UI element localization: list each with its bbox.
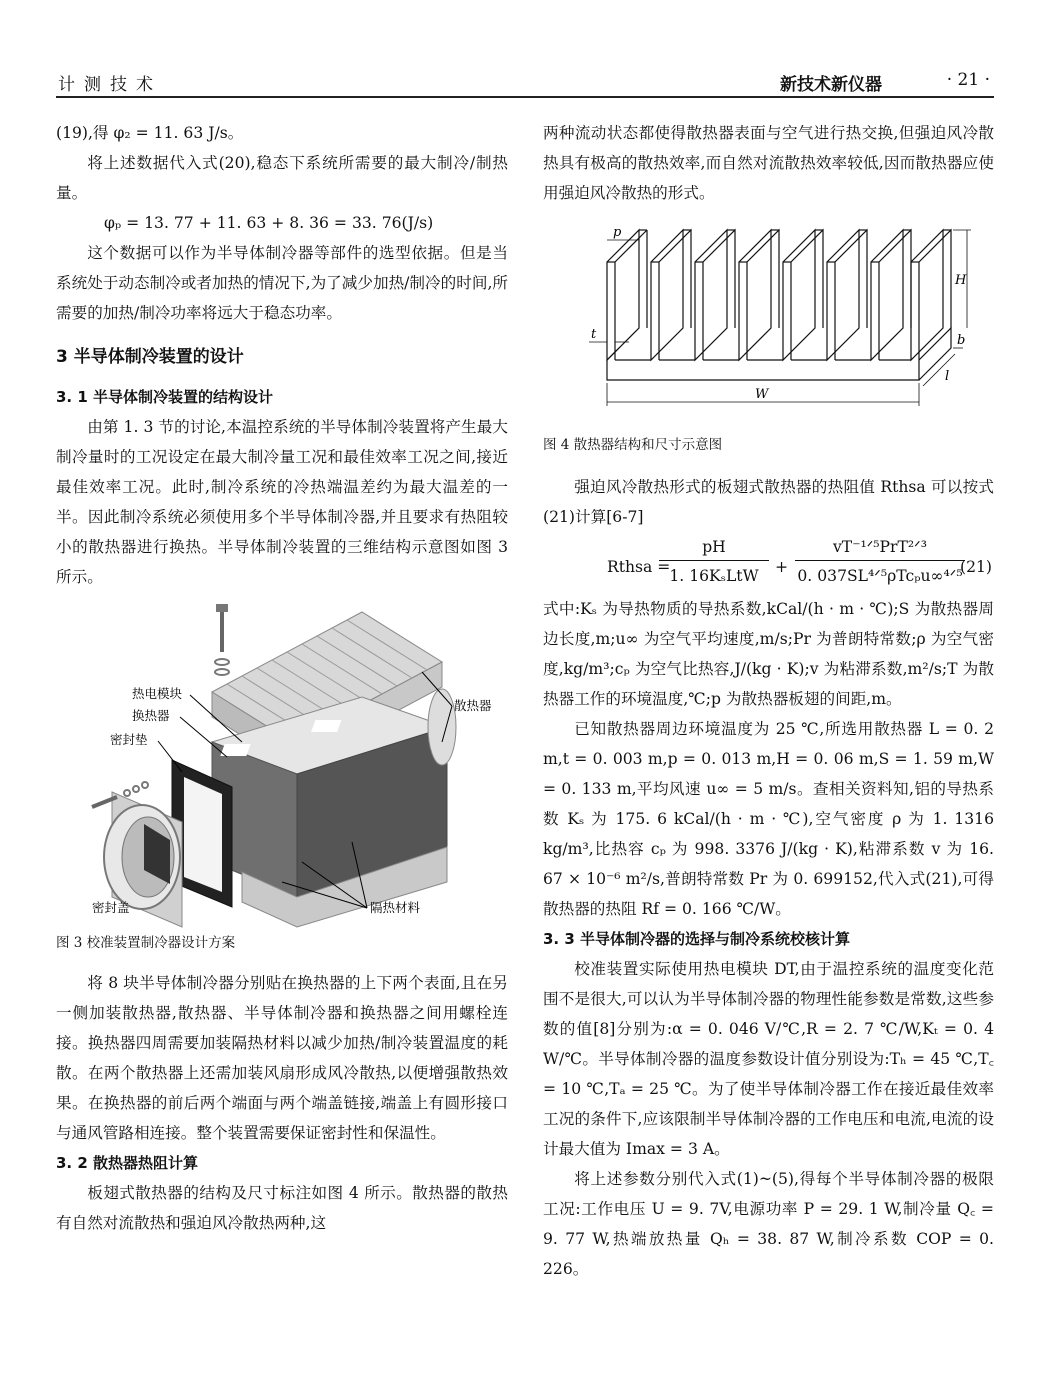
subsection-heading: 3. 2 散热器热阻计算 [56, 1154, 199, 1172]
plus-sign: + [775, 558, 789, 576]
subsection-heading: 3. 1 半导体制冷装置的结构设计 [56, 388, 274, 406]
paragraph: 由第 1. 3 节的讨论,本温控系统的半导体制冷装置将产生最大制冷量时的工况设定在最大制冷量工况和最佳效率工况之间,接近最佳效率工况。此时,制冷系统的冷热端温差约为最大温差的一半。因此制冷系统必须使用多个半导体制冷器,并且要求有热阻较小的散热器进行换热。半导体制冷装置的三维结构示意图如图 3 所示。 [56, 418, 508, 586]
dim-label-w: W [754, 387, 768, 402]
equation-lhs: Rthsa = [607, 558, 671, 576]
section-heading: 3 半导体制冷装置的设计 [56, 347, 244, 367]
dim-label-h: H [954, 273, 966, 288]
section-name: 新技术新仪器 [780, 75, 882, 95]
paragraph: 式中:Kₛ 为导热物质的导热系数,kCal/(h · m · ℃);S 为散热器周边长度,m;u∞ 为空气平均速度,m/s;Pr 为普朗特常数;ρ 为空气密度,kg/m³;cₚ 为空气比热容,J/(kg · K);v 为粘滞系数,m²/s;T 为散热器工作的环境温度,℃;p 为散热器板翅的间距,m。 [543, 600, 994, 708]
figure-3-device-diagram [62, 592, 502, 932]
right-column [543, 118, 994, 1284]
label-insulation: 隔热材料 [370, 900, 421, 915]
fraction-2-numerator: vT⁻¹ᐟ⁵PrT²ᐟ³ [833, 538, 927, 556]
fraction-1-numerator: pH [702, 538, 726, 556]
dim-label-l: l [944, 369, 949, 384]
figure-3-caption: 图 3 校准装置制冷器设计方案 [56, 935, 236, 951]
paragraph: 将 8 块半导体制冷器分别贴在换热器的上下两个表面,且在另一侧加装散热器,散热器、半导体制冷器和换热器之间用螺栓连接。换热器四周需要加装隔热材料以减少加热/制冷装置温度的耗散。在两个散热器上还需加装风扇形成风冷散热,以便增强散热效果。在换热器的前后两个端面与两个端盖链接,端盖上有圆形接口与通风管路相连接。整个装置需要保证密封性和保温性。 [56, 974, 508, 1142]
label-gasket: 密封垫 [110, 732, 148, 747]
paragraph: (19),得 φ₂ = 11. 63 J/s。 [56, 124, 244, 142]
paragraph: 校准装置实际使用热电模块 DT,由于温控系统的温度变化范围不是很大,可以认为半导体制冷器的物理性能参数是常数,这些参数的值[8]分别为:α = 0. 046 V/℃,R = 2. 7 ℃/W,Kₜ = 0. 4 W/℃。半导体制冷器的温度参数设计值分别设为:Tₕ = 45 ℃,T꜀ = 10 ℃,Tₐ = 25 ℃。为了使半导体制冷器工作在接近最佳效率工况的条件下,应该限制半导体制冷器的工作电压和电流,电流的设计最大值为 Imax = 3 A。 [543, 960, 994, 1158]
paragraph: 将上述参数分别代入式(1)~(5),得每个半导体制冷器的极限工况:工作电压 U = 9. 7V,电源功率 P = 29. 1 W,制冷量 Q꜀ = 9. 77 W,热端放热量 Qₕ = 38. 87 W,制冷系数 COP = 0. 226。 [543, 1170, 994, 1278]
subsection-heading: 3. 3 半导体制冷器的选择与制冷系统校核计算 [543, 930, 851, 948]
dim-label-t: t [590, 327, 596, 342]
fraction-2-denominator: 0. 037SL⁴ᐟ⁵ρTcₚu∞⁴ᐟ⁵ [795, 560, 965, 591]
paragraph: 将上述数据代入式(20),稳态下系统所需要的最大制冷/制热量。 [56, 154, 508, 202]
figure-4-heat-sink-diagram [559, 220, 979, 430]
paragraph: 两种流动状态都使得散热器表面与空气进行热交换,但强迫风冷散热具有极高的散热效率,而自然对流散热效率较低,因而散热器应使用强迫风冷散热的形式。 [543, 124, 994, 202]
page-number: · 21 · [946, 70, 990, 90]
fraction-1-denominator: 1. 16KₛLtW [659, 560, 769, 591]
left-column [56, 118, 508, 1238]
paragraph: 这个数据可以作为半导体制冷器等部件的选型依据。但是当系统处于动态制冷或者加热的情况下,为了减少加热/制冷的时间,所需要的加热/制冷功率将远大于稳态功率。 [56, 244, 508, 322]
dim-label-b: b [956, 333, 965, 348]
paragraph: 板翅式散热器的结构及尺寸标注如图 4 所示。散热器的散热有自然对流散热和强迫风冷散热两种,这 [56, 1184, 508, 1232]
equation-number: (21) [959, 558, 992, 576]
figure-4-caption: 图 4 散热器结构和尺寸示意图 [543, 437, 723, 453]
paragraph: 已知散热器周边环境温度为 25 ℃,所选用散热器 L = 0. 2 m,t = 0. 003 m,p = 0. 013 m,H = 0. 06 m,S = 1. 59 m,W = 0. 133 m,平均风速 u∞ = 5 m/s。查相关资料知,铝的导热系数 Kₛ 为 175. 6 kCal/(h · m · ℃),空气密度 ρ 为 1. 1316 kg/m³,比热容 cₚ 为 998. 3376 J/(kg · K),粘滞系数 v 为 16. 67 × 10⁻⁶ m²/s,普朗特常数 Pr 为 0. 699152,代入式(21),可得散热器的热阻 Rf = 0. 166 ℃/W。 [543, 720, 994, 918]
label-heat-exchanger: 换热器 [132, 708, 170, 723]
paragraph: 强迫风冷散热形式的板翅式散热器的热阻值 Rthsa 可以按式(21)计算[6-7] [543, 478, 994, 526]
label-thermoelectric-module: 热电模块 [132, 686, 183, 701]
dim-label-p: p [612, 225, 621, 240]
journal-name: 计测技术 [58, 75, 162, 95]
label-heat-sink: 散热器 [454, 698, 492, 713]
running-header [56, 66, 994, 98]
equation: φₚ = 13. 77 + 11. 63 + 8. 36 = 33. 76(J/s) [104, 214, 434, 232]
equation-21 [543, 536, 994, 594]
label-sealing-cover: 密封盖 [92, 900, 130, 915]
